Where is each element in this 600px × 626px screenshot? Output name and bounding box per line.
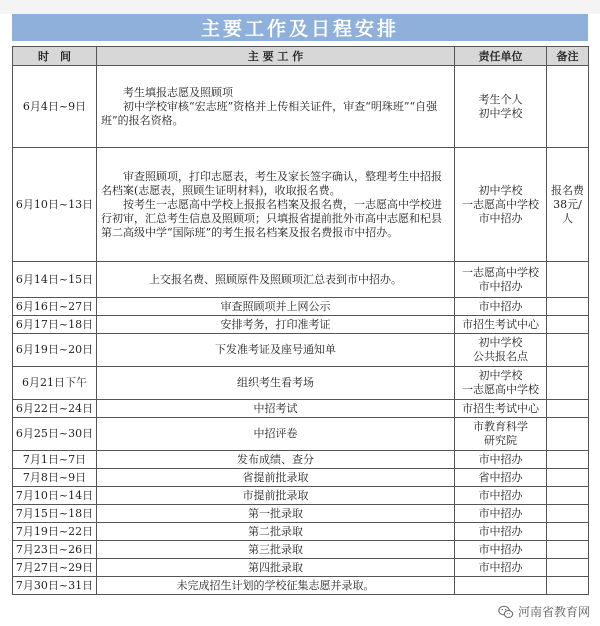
row-task: 安排考务，打印准考证 — [97, 316, 455, 334]
row-unit: 市中招办 — [455, 298, 547, 316]
row-note — [547, 559, 589, 577]
table-row — [13, 469, 589, 487]
table-row — [13, 148, 589, 262]
table-row — [13, 559, 589, 577]
row-note — [547, 505, 589, 523]
unit-line: 初中学校 — [478, 336, 523, 349]
row-date: 7月23日~26日 — [13, 541, 97, 559]
watermark — [498, 603, 590, 620]
row-task: 发布成绩、查分 — [97, 451, 455, 469]
row-date: 6月4日~9日 — [13, 66, 97, 148]
table-row — [13, 262, 589, 298]
row-unit: 市中招办 — [455, 541, 547, 559]
table-row — [13, 400, 589, 418]
table-row — [13, 316, 589, 334]
row-task: 审查照顾项并上网公示 — [97, 298, 455, 316]
table-header-row — [13, 47, 589, 66]
row-task: 中招评卷 — [97, 418, 455, 451]
unit-line: 市教育科学 — [473, 420, 528, 433]
page-title: 主要工作及日程安排 — [12, 14, 588, 41]
row-note — [547, 316, 589, 334]
row-unit: 市招生考试中心 — [455, 316, 547, 334]
row-date: 6月19日~20日 — [13, 334, 97, 367]
unit-line: 初中学校 — [478, 183, 523, 197]
row-unit — [455, 262, 547, 298]
row-note — [547, 577, 589, 595]
row-date: 7月1日~7日 — [13, 451, 97, 469]
row-unit — [455, 367, 547, 400]
row-task: 省提前批录取 — [97, 469, 455, 487]
row-task — [97, 148, 455, 262]
table-row — [13, 418, 589, 451]
row-note: 报名费38元/人 — [547, 148, 589, 262]
row-date: 6月17日~18日 — [13, 316, 97, 334]
row-unit: 省中招办 — [455, 469, 547, 487]
task-line: 审查照顾项，打印志愿表，考生及家长签字确认，整理考生中招报名档案(志愿表，照顾生证明材料)，收取报名费。 — [101, 169, 442, 197]
row-date: 7月8日~9日 — [13, 469, 97, 487]
row-unit: 市中招办 — [455, 505, 547, 523]
watermark-text: 河南省教育网 — [517, 605, 590, 619]
row-date: 6月10日~13日 — [13, 148, 97, 262]
row-task: 下发准考证及座号通知单 — [97, 334, 455, 367]
row-note — [547, 262, 589, 298]
row-unit: 市中招办 — [455, 559, 547, 577]
table-row — [13, 367, 589, 400]
unit-line: 研究院 — [484, 434, 517, 447]
unit-line: 一志愿高中学校 — [462, 265, 539, 279]
row-date: 7月27日~29日 — [13, 559, 97, 577]
row-note — [547, 451, 589, 469]
unit-line: 初中学校 — [478, 106, 523, 120]
task-line: 考生填报志愿及照顾项 — [123, 85, 233, 99]
row-date: 6月16日~27日 — [13, 298, 97, 316]
table-row — [13, 298, 589, 316]
row-unit — [455, 418, 547, 451]
row-unit: 市中招办 — [455, 451, 547, 469]
header-task: 主 要 工 作 — [97, 47, 455, 66]
row-note — [547, 487, 589, 505]
row-note — [547, 66, 589, 148]
row-date: 6月22日~24日 — [13, 400, 97, 418]
row-note — [547, 469, 589, 487]
row-unit: 市招生考试中心 — [455, 400, 547, 418]
header-note: 备注 — [547, 47, 589, 66]
wechat-icon — [498, 604, 514, 620]
row-unit: 市中招办 — [455, 487, 547, 505]
table-row — [13, 451, 589, 469]
row-unit: 市中招办 — [455, 523, 547, 541]
row-unit — [455, 66, 547, 148]
row-date: 7月10日~14日 — [13, 487, 97, 505]
unit-line: 公共报名点 — [473, 350, 528, 363]
unit-line: 市中招办 — [478, 211, 523, 225]
unit-line: 一志愿高中学校 — [462, 383, 539, 396]
row-task: 第四批录取 — [97, 559, 455, 577]
row-date: 7月15日~18日 — [13, 505, 97, 523]
row-note — [547, 523, 589, 541]
row-date: 6月25日~30日 — [13, 418, 97, 451]
row-note — [547, 541, 589, 559]
row-task: 第一批录取 — [97, 505, 455, 523]
row-unit — [455, 577, 547, 595]
row-task — [97, 66, 455, 148]
row-unit — [455, 148, 547, 262]
task-line: 按考生一志愿高中学校上报报名档案及报名费，一志愿高中学校进行初审，汇总考生信息及照顾项；只填报省提前批外市高中志愿和杞县第二高级中学“国际班”的考生报名档案及报名费报市中招办。 — [101, 197, 442, 239]
table-row — [13, 541, 589, 559]
row-note — [547, 334, 589, 367]
table-row — [13, 66, 589, 148]
row-task: 未完成招生计划的学校征集志愿并录取。 — [97, 577, 455, 595]
row-date: 7月19日~22日 — [13, 523, 97, 541]
row-date: 6月14日~15日 — [13, 262, 97, 298]
row-task: 市提前批录取 — [97, 487, 455, 505]
row-task: 上交报名费、照顾原件及照顾项汇总表到市中招办。 — [97, 262, 455, 298]
row-date: 6月21日下午 — [13, 367, 97, 400]
table-row — [13, 334, 589, 367]
table-row — [13, 523, 589, 541]
unit-line: 初中学校 — [478, 369, 523, 382]
row-task: 第三批录取 — [97, 541, 455, 559]
row-task: 中招考试 — [97, 400, 455, 418]
row-unit — [455, 334, 547, 367]
unit-line: 市中招办 — [478, 279, 523, 293]
header-unit: 责任单位 — [455, 47, 547, 66]
table-row — [13, 505, 589, 523]
header-time: 时 间 — [13, 47, 97, 66]
schedule-table — [12, 46, 589, 595]
row-note — [547, 367, 589, 400]
row-task: 组织考生看考场 — [97, 367, 455, 400]
row-note — [547, 418, 589, 451]
top-strip — [0, 0, 600, 14]
unit-line: 考生个人 — [478, 92, 523, 106]
row-note — [547, 298, 589, 316]
row-note — [547, 400, 589, 418]
table-row — [13, 577, 589, 595]
row-task: 第二批录取 — [97, 523, 455, 541]
row-date: 7月30日~31日 — [13, 577, 97, 595]
task-line: 初中学校审核“宏志班”资格并上传相关证件，审查“明珠班”“自强班”的报名资格。 — [101, 99, 438, 127]
unit-line: 一志愿高中学校 — [462, 197, 539, 211]
table-row — [13, 487, 589, 505]
